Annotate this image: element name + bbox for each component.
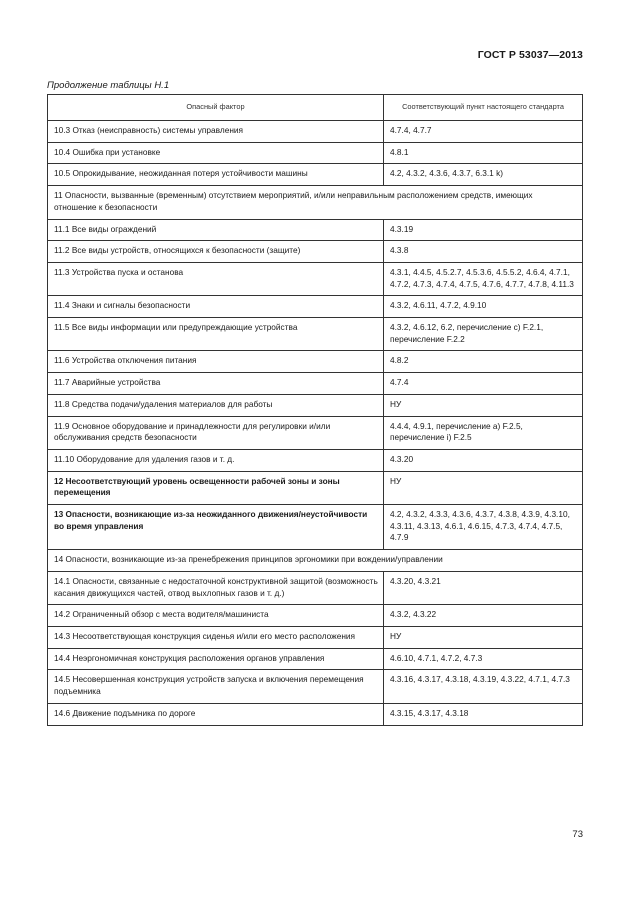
table-row (48, 318, 583, 351)
hazard-cell: 14.1 Опасности, связанные с недостаточной конструктивной защитой (возможность касания движущихся частей, отвод выхлопных газов и т. д.) (48, 571, 384, 604)
hazard-cell: 11.9 Основное оборудование и принадлежности для регулировки и/или обслуживания средств безопасности (48, 416, 384, 449)
table-caption: Продолжение таблицы Н.1 (47, 80, 170, 91)
clauses-cell: 4.7.4 (384, 373, 583, 395)
section-title: 14 Опасности, возникающие из-за пренебрежения принципов эргономики при вождении/управлении (48, 550, 583, 572)
table-row (48, 373, 583, 395)
clauses-cell: 4.3.20, 4.3.21 (384, 571, 583, 604)
hazard-table (47, 94, 583, 726)
table-row (48, 471, 583, 504)
table-row (48, 703, 583, 725)
table-section-row (48, 186, 583, 219)
hazard-cell: 11.6 Устройства отключения питания (48, 351, 384, 373)
clauses-cell: 4.3.15, 4.3.17, 4.3.18 (384, 703, 583, 725)
hazard-cell: 11.5 Все виды информации или предупреждающие устройства (48, 318, 384, 351)
clauses-cell: 4.3.19 (384, 219, 583, 241)
table-row (48, 605, 583, 627)
table-row (48, 121, 583, 143)
hazard-cell: 14.5 Несовершенная конструкция устройств запуска и включения перемещения подъемника (48, 670, 384, 703)
hazard-cell: 11.4 Знаки и сигналы безопасности (48, 296, 384, 318)
column-header-hazard: Опасный фактор (48, 95, 384, 121)
clauses-cell: 4.8.1 (384, 142, 583, 164)
table-header-row (48, 95, 583, 121)
table-row (48, 416, 583, 449)
hazard-cell: 12 Несоответствующий уровень освещенности рабочей зоны и зоны перемещения (48, 471, 384, 504)
column-header-clauses: Соответствующий пункт настоящего стандарта (384, 95, 583, 121)
table-row (48, 505, 583, 550)
table-row (48, 626, 583, 648)
clauses-cell: 4.4.4, 4.9.1, перечисление a) F.2.5, перечисление i) F.2.5 (384, 416, 583, 449)
table-row (48, 164, 583, 186)
table-row (48, 219, 583, 241)
clauses-cell: 4.3.8 (384, 241, 583, 263)
table-row (48, 262, 583, 295)
page-number: 73 (572, 829, 583, 840)
table-body (48, 121, 583, 726)
hazard-cell: 11.1 Все виды ограждений (48, 219, 384, 241)
table-row (48, 241, 583, 263)
clauses-cell: 4.2, 4.3.2, 4.3.3, 4.3.6, 4.3.7, 4.3.8, 4.3.9, 4.3.10, 4.3.11, 4.3.13, 4.6.1, 4.6.15, 4.7.3, 4.7.4, 4.7.5, 4.7.9 (384, 505, 583, 550)
hazard-cell: 11.10 Оборудование для удаления газов и т. д. (48, 449, 384, 471)
clauses-cell: НУ (384, 394, 583, 416)
clauses-cell: НУ (384, 471, 583, 504)
hazard-cell: 10.3 Отказ (неисправность) системы управления (48, 121, 384, 143)
hazard-cell: 11.2 Все виды устройств, относящихся к безопасности (защите) (48, 241, 384, 263)
clauses-cell: 4.2, 4.3.2, 4.3.6, 4.3.7, 6.3.1 k) (384, 164, 583, 186)
hazard-cell: 11.8 Средства подачи/удаления материалов для работы (48, 394, 384, 416)
clauses-cell: 4.3.16, 4.3.17, 4.3.18, 4.3.19, 4.3.22, 4.7.1, 4.7.3 (384, 670, 583, 703)
hazard-cell: 11.3 Устройства пуска и останова (48, 262, 384, 295)
table-row (48, 670, 583, 703)
clauses-cell: НУ (384, 626, 583, 648)
clauses-cell: 4.3.2, 4.3.22 (384, 605, 583, 627)
clauses-cell: 4.3.1, 4.4.5, 4.5.2.7, 4.5.3.6, 4.5.5.2, 4.6.4, 4.7.1, 4.7.2, 4.7.3, 4.7.4, 4.7.5, 4.7.6, 4.7.7, 4.7.8, 4.11.3 (384, 262, 583, 295)
hazard-cell: 10.5 Опрокидывание, неожиданная потеря устойчивости машины (48, 164, 384, 186)
hazard-cell: 14.2 Ограниченный обзор с места водителя/машиниста (48, 605, 384, 627)
table-row (48, 571, 583, 604)
hazard-cell: 14.4 Неэргономичная конструкция расположения органов управления (48, 648, 384, 670)
standard-code: ГОСТ Р 53037—2013 (477, 49, 583, 61)
hazard-cell: 11.7 Аварийные устройства (48, 373, 384, 395)
clauses-cell: 4.3.2, 4.6.12, 6.2, перечисление с) F.2.1, перечисление F.2.2 (384, 318, 583, 351)
hazard-cell: 14.3 Несоответствующая конструкция сиденья и/или его место расположения (48, 626, 384, 648)
table-row (48, 449, 583, 471)
table-section-row (48, 550, 583, 572)
table-row (48, 351, 583, 373)
table-row (48, 142, 583, 164)
clauses-cell: 4.7.4, 4.7.7 (384, 121, 583, 143)
clauses-cell: 4.3.20 (384, 449, 583, 471)
clauses-cell: 4.3.2, 4.6.11, 4.7.2, 4.9.10 (384, 296, 583, 318)
hazard-cell: 14.6 Движение подъмника по дороге (48, 703, 384, 725)
table-row (48, 296, 583, 318)
table-row (48, 648, 583, 670)
clauses-cell: 4.6.10, 4.7.1, 4.7.2, 4.7.3 (384, 648, 583, 670)
section-title: 11 Опасности, вызванные (временным) отсутствием мероприятий, и/или неправильным расположением средств, имеющих отношение к безопасности (48, 186, 583, 219)
table-row (48, 394, 583, 416)
hazard-cell: 13 Опасности, возникающие из-за неожиданного движения/неустойчивости во время управления (48, 505, 384, 550)
hazard-cell: 10.4 Ошибка при установке (48, 142, 384, 164)
clauses-cell: 4.8.2 (384, 351, 583, 373)
